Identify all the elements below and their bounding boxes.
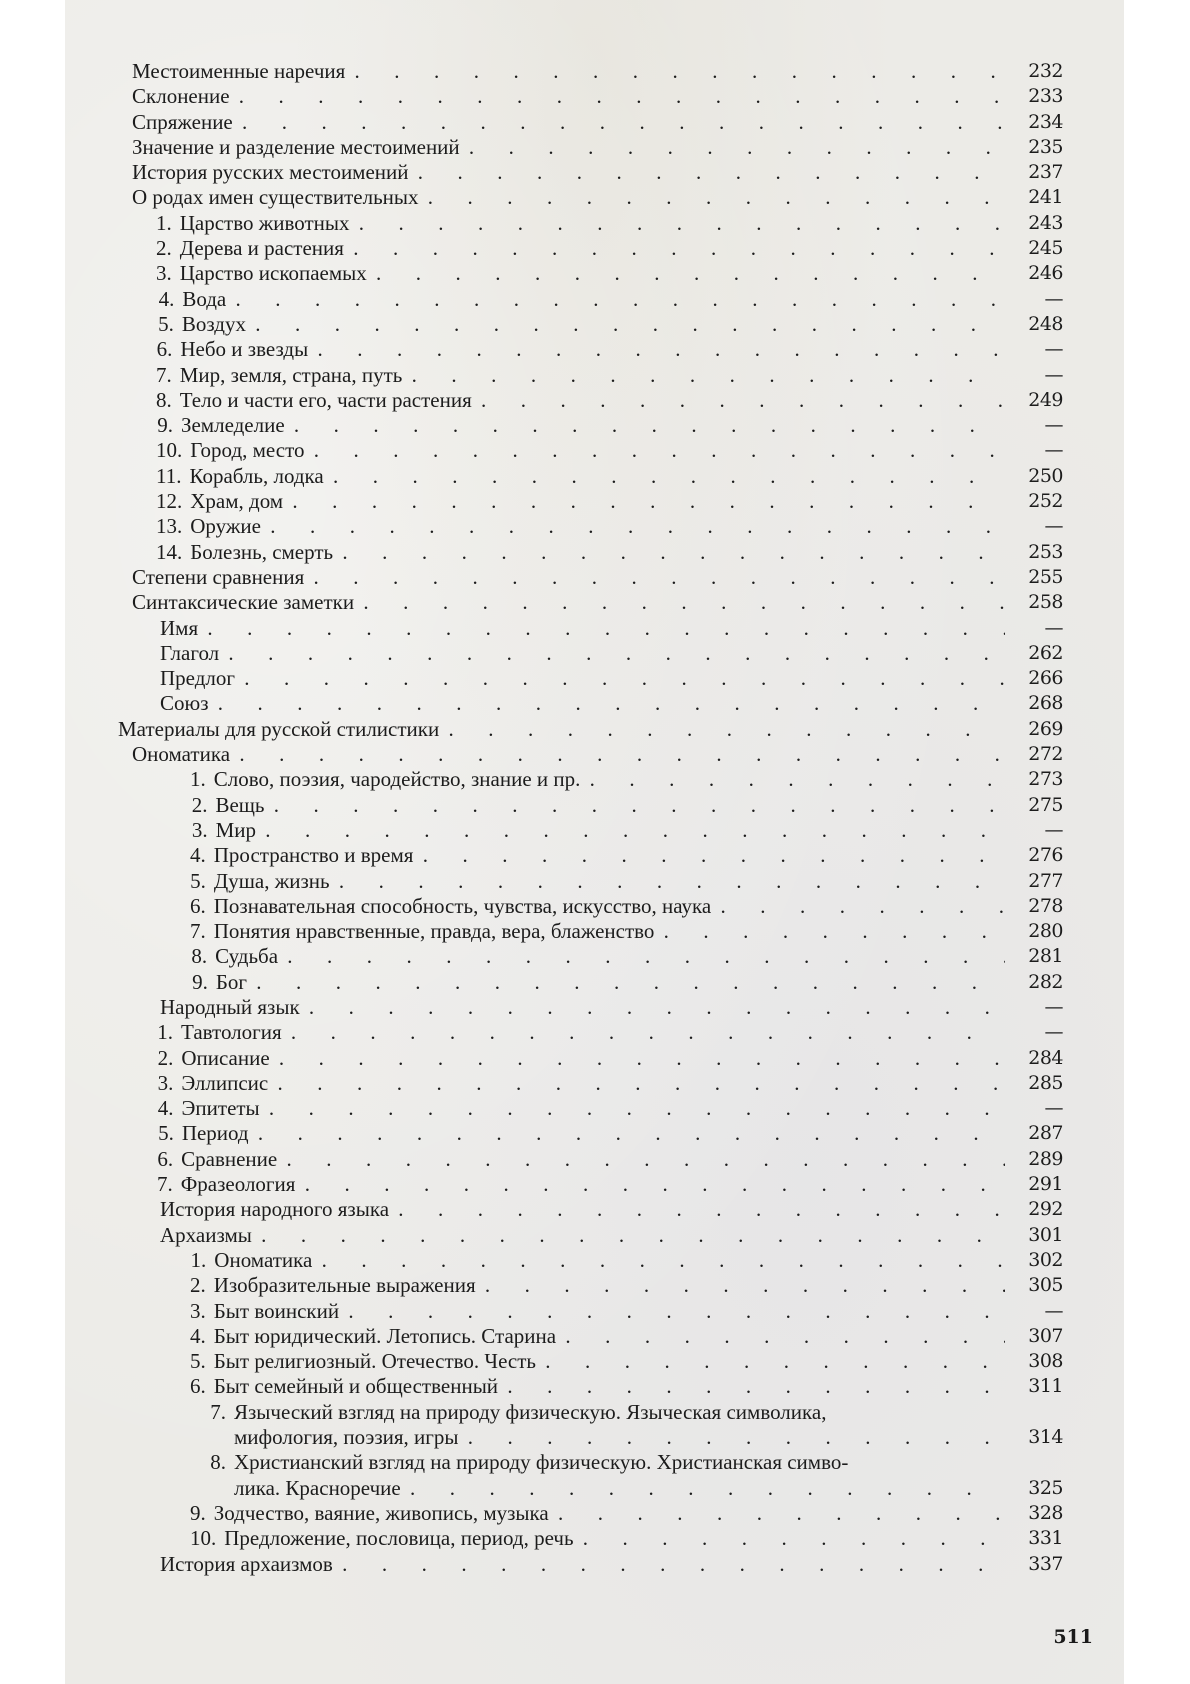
toc-entry-page: 331 xyxy=(1028,1527,1063,1550)
toc-entry-title: Спряжение xyxy=(132,109,233,134)
toc-entry-number: 3. xyxy=(157,1070,174,1095)
toc-entry-page: 291 xyxy=(1028,1173,1063,1196)
toc-entry-number: 4. xyxy=(190,843,206,868)
dot-leader xyxy=(401,1476,1005,1501)
toc-entry xyxy=(118,464,1093,489)
dot-leader xyxy=(339,1299,1005,1324)
toc-entry xyxy=(118,1046,1093,1071)
toc-entry xyxy=(118,1299,1093,1324)
toc-entry-title: Предложение, пословица, период, речь xyxy=(224,1526,574,1551)
toc-entry-page: 235 xyxy=(1028,135,1063,158)
toc-entry-page: 269 xyxy=(1028,717,1063,740)
toc-entry xyxy=(118,1197,1093,1222)
toc-entry-number: 4. xyxy=(158,286,175,311)
toc-entry-title: Значение и разделение местоимений xyxy=(132,134,460,159)
toc-entry-title: Изобразительные выражения xyxy=(213,1273,476,1298)
dot-leader xyxy=(295,1172,1005,1197)
toc-entry-title: Храм, дом xyxy=(190,489,284,514)
toc-entry-title: мифология, поэзия, игры xyxy=(234,1425,459,1450)
toc-entry-title: Быт семейный и общественный xyxy=(213,1374,499,1399)
toc-entry-title: Степени сравнения xyxy=(132,564,305,589)
toc-entry-number: 7. xyxy=(210,1399,226,1424)
dot-leader xyxy=(409,160,1005,185)
toc-entry-page: 275 xyxy=(1028,793,1063,816)
toc-entry xyxy=(118,590,1093,615)
toc-entry xyxy=(118,363,1093,388)
dot-leader xyxy=(304,438,1005,463)
toc-entry-page: 308 xyxy=(1028,1350,1063,1373)
toc-entry-title: Бог xyxy=(215,969,248,994)
toc-entry-title: Пространство и время xyxy=(213,843,414,868)
toc-entry-page: 337 xyxy=(1028,1552,1063,1575)
toc-entry-page: 292 xyxy=(1028,1198,1063,1221)
toc-entry-number: 3. xyxy=(191,817,208,842)
toc-entry xyxy=(118,1450,1093,1501)
toc-entry-title: Предлог xyxy=(160,666,235,691)
toc-entry-page: 262 xyxy=(1028,641,1063,664)
page-number-folio: 511 xyxy=(1053,1626,1093,1648)
toc-entry-number: 5. xyxy=(190,868,206,893)
toc-entry xyxy=(118,666,1093,691)
toc-entry-number: 7. xyxy=(156,1172,173,1197)
toc-entry-title: Синтаксические заметки xyxy=(132,590,355,615)
toc-entry-first-line xyxy=(190,1450,1093,1475)
dot-leader xyxy=(476,1273,1005,1298)
dot-leader xyxy=(268,1071,1005,1096)
dot-leader xyxy=(277,1147,1005,1172)
toc-entry xyxy=(118,767,1093,792)
toc-entry-page: 248 xyxy=(1028,312,1063,335)
toc-entry xyxy=(118,211,1093,236)
toc-entry xyxy=(118,1501,1093,1526)
toc-entry xyxy=(118,59,1093,84)
toc-entry-page: 258 xyxy=(1028,591,1063,614)
toc-entry-number: 4. xyxy=(157,1096,174,1121)
toc-entry-number: 2. xyxy=(156,236,172,261)
toc-entry xyxy=(118,84,1093,109)
dot-leader xyxy=(460,135,1005,160)
toc-entry xyxy=(118,565,1093,590)
toc-entry xyxy=(118,388,1093,413)
toc-entry xyxy=(118,135,1093,160)
toc-entry-title: Период xyxy=(181,1121,249,1146)
toc-entry-page: 281 xyxy=(1028,945,1063,968)
toc-entry-title: Народный язык xyxy=(160,994,300,1019)
toc-entry-page: 253 xyxy=(1028,540,1063,563)
dot-leader xyxy=(472,388,1005,413)
dot-leader xyxy=(230,742,1005,767)
toc-entry-page: — xyxy=(1044,338,1063,361)
toc-entry xyxy=(118,1096,1093,1121)
toc-entry xyxy=(118,236,1093,261)
toc-entry xyxy=(118,540,1093,565)
toc-entry xyxy=(118,261,1093,286)
toc-entry xyxy=(118,160,1093,185)
toc-entry-page: 282 xyxy=(1028,970,1063,993)
toc-entry-title: Мир xyxy=(215,817,257,842)
toc-entry-first-line xyxy=(190,1400,1093,1425)
toc-entry-title: Ономатика xyxy=(132,742,231,767)
toc-entry-title: Тавтология xyxy=(181,1020,282,1045)
toc-entry-title: Оружие xyxy=(190,514,261,539)
toc-entry-page: 278 xyxy=(1028,894,1063,917)
toc-entry-page: — xyxy=(1044,414,1063,437)
toc-entry-number: 11. xyxy=(156,463,182,488)
toc-entry xyxy=(118,1273,1093,1298)
toc-entry-title: Ономатика xyxy=(214,1247,313,1272)
toc-entry xyxy=(118,691,1093,716)
toc-entry-page: 272 xyxy=(1028,743,1063,766)
toc-entry xyxy=(118,312,1093,337)
dot-leader xyxy=(439,717,1005,742)
toc-entry-title: Союз xyxy=(160,691,209,716)
toc-entry-title: История русских местоимений xyxy=(132,160,409,185)
toc-entry-number: 10. xyxy=(190,1526,217,1551)
toc-entry-number: 9. xyxy=(190,1500,206,1525)
dot-leader xyxy=(459,1425,1005,1450)
toc-entry-number: 8. xyxy=(191,944,208,969)
toc-entry-number: 6. xyxy=(157,1146,174,1171)
toc-entry xyxy=(118,843,1093,868)
toc-entry xyxy=(118,413,1093,438)
toc-entry-number: 9. xyxy=(157,413,173,438)
toc-entry-title: История архаизмов xyxy=(160,1551,333,1576)
toc-entry-page: 232 xyxy=(1028,60,1063,82)
toc-entry-page: 276 xyxy=(1028,844,1063,867)
toc-entry-page: 314 xyxy=(1028,1426,1063,1449)
dot-leader xyxy=(498,1374,1005,1399)
toc-entry-title: Зодчество, ваяние, живопись, музыка xyxy=(213,1500,549,1525)
toc-entry-page: 311 xyxy=(1028,1375,1063,1398)
dot-leader xyxy=(312,1248,1005,1273)
dot-leader xyxy=(261,514,1005,539)
toc-entry-page: — xyxy=(1044,1299,1063,1322)
dot-leader xyxy=(345,59,1005,84)
toc-entry xyxy=(118,1374,1093,1399)
toc-entry-title: Быт религиозный. Отечество. Честь xyxy=(213,1349,536,1374)
dot-leader xyxy=(230,84,1005,109)
toc-entry-title: Душа, жизнь xyxy=(213,868,330,893)
toc-entry-title: Быт юридический. Летопись. Старина xyxy=(213,1323,557,1348)
toc-entry-number: 5. xyxy=(158,1121,174,1146)
toc-entry-page: 307 xyxy=(1028,1324,1063,1347)
toc-entry xyxy=(118,1020,1093,1045)
toc-entry xyxy=(118,489,1093,514)
toc-entry-number: 6. xyxy=(190,1374,206,1399)
toc-entry-page: 233 xyxy=(1028,85,1063,108)
toc-entry-title: Сравнение xyxy=(181,1146,278,1171)
toc-entry-page: — xyxy=(1044,515,1063,538)
toc-entry-page: 255 xyxy=(1028,565,1063,588)
dot-leader xyxy=(574,1526,1005,1551)
toc-entry-page: — xyxy=(1044,439,1063,462)
toc-entry-number: 8. xyxy=(210,1450,226,1475)
toc-entry-title: Вещь xyxy=(215,792,265,817)
toc-entry-number: 3. xyxy=(190,1298,206,1323)
toc-entry-title: Эпитеты xyxy=(181,1096,260,1121)
toc-entry-page: 266 xyxy=(1028,667,1063,690)
toc-entry xyxy=(118,1526,1093,1551)
toc-entry xyxy=(118,1248,1093,1273)
dot-leader xyxy=(252,1223,1005,1248)
dot-leader xyxy=(249,1121,1005,1146)
toc-entry xyxy=(118,1324,1093,1349)
toc-entry-page: 246 xyxy=(1028,262,1063,285)
dot-leader xyxy=(580,767,1005,792)
toc-entry-page: 241 xyxy=(1028,186,1063,209)
toc-entry xyxy=(118,287,1093,312)
toc-entry-title-line1: Языческий взгляд на природу физическую. Языческая символика, xyxy=(234,1399,827,1424)
dot-leader xyxy=(300,995,1005,1020)
toc-entry xyxy=(118,894,1093,919)
dot-leader xyxy=(265,793,1005,818)
toc-entry-number: 1. xyxy=(156,210,172,235)
toc-entry xyxy=(118,869,1093,894)
toc-entry xyxy=(118,818,1093,843)
toc-entry-page: 243 xyxy=(1028,211,1063,234)
toc-entry xyxy=(118,970,1093,995)
dot-leader xyxy=(536,1349,1005,1374)
toc-entry xyxy=(118,742,1093,767)
toc-entry-title: Воздух xyxy=(181,311,246,336)
toc-entry xyxy=(118,337,1093,362)
toc-entry-page: 277 xyxy=(1028,869,1063,892)
dot-leader xyxy=(354,590,1005,615)
table-of-contents xyxy=(118,59,1093,1577)
toc-entry-page: 285 xyxy=(1028,1071,1063,1094)
toc-entry-title-line1: Христианский взгляд на природу физическую. Христианская симво- xyxy=(234,1450,849,1475)
toc-entry xyxy=(118,1121,1093,1146)
toc-entry-page: 302 xyxy=(1028,1248,1063,1271)
toc-entry-page: — xyxy=(1044,616,1063,639)
toc-entry-title: Город, место xyxy=(190,438,305,463)
dot-leader xyxy=(283,489,1005,514)
toc-entry-page: 268 xyxy=(1028,692,1063,715)
toc-entry-title: Корабль, лодка xyxy=(189,463,324,488)
toc-entry-page: — xyxy=(1044,818,1063,841)
toc-entry xyxy=(118,1223,1093,1248)
toc-entry-page: — xyxy=(1044,363,1063,386)
dot-leader xyxy=(389,1197,1005,1222)
toc-entry-title: Архаизмы xyxy=(160,1222,252,1247)
dot-leader xyxy=(282,1020,1005,1045)
toc-entry-page: 249 xyxy=(1028,388,1063,411)
dot-leader xyxy=(549,1501,1005,1526)
toc-entry xyxy=(118,1552,1093,1577)
toc-entry-number: 10. xyxy=(156,438,183,463)
toc-entry-page: 305 xyxy=(1028,1274,1063,1297)
dot-leader xyxy=(247,970,1005,995)
toc-entry-page: 289 xyxy=(1028,1147,1063,1170)
toc-entry xyxy=(118,717,1093,742)
toc-entry-title: Описание xyxy=(181,1045,270,1070)
toc-entry xyxy=(118,514,1093,539)
toc-entry-number: 3. xyxy=(156,261,172,286)
toc-entry xyxy=(118,641,1093,666)
toc-entry xyxy=(118,995,1093,1020)
toc-entry-title: лика. Красноречие xyxy=(234,1475,401,1500)
dot-leader xyxy=(278,944,1005,969)
toc-entry-number: 4. xyxy=(190,1323,206,1348)
toc-entry xyxy=(118,1147,1093,1172)
toc-entry xyxy=(118,616,1093,641)
toc-entry-title: Имя xyxy=(160,615,199,640)
toc-entry-page: 237 xyxy=(1028,161,1063,184)
dot-leader xyxy=(402,363,1005,388)
toc-entry xyxy=(118,944,1093,969)
dot-leader xyxy=(226,287,1005,312)
toc-entry-number: 8. xyxy=(156,387,172,412)
toc-entry-number: 13. xyxy=(156,514,183,539)
dot-leader xyxy=(330,869,1005,894)
dot-leader xyxy=(350,211,1005,236)
dot-leader xyxy=(711,894,1005,919)
toc-entry-page: — xyxy=(1044,287,1063,310)
toc-entry-page: 325 xyxy=(1028,1476,1063,1499)
dot-leader xyxy=(235,666,1005,691)
toc-entry xyxy=(118,793,1093,818)
dot-leader xyxy=(308,337,1005,362)
dot-leader xyxy=(304,565,1005,590)
toc-entry-page: 273 xyxy=(1028,768,1063,791)
toc-entry-page: — xyxy=(1044,1097,1063,1120)
toc-entry-page: 328 xyxy=(1028,1501,1063,1524)
toc-entry-title: О родах имен существительных xyxy=(132,185,419,210)
toc-entry xyxy=(118,919,1093,944)
dot-leader xyxy=(198,616,1005,641)
toc-entry xyxy=(118,438,1093,463)
toc-entry-title: Понятия нравственные, правда, вера, блаженство xyxy=(213,919,655,944)
toc-entry-title: Болезнь, смерть xyxy=(190,539,334,564)
toc-entry-number: 7. xyxy=(190,919,206,944)
dot-leader xyxy=(270,1046,1005,1071)
toc-entry-page: 252 xyxy=(1028,490,1063,513)
dot-leader xyxy=(654,919,1005,944)
toc-entry-title: Тело и части его, части растения xyxy=(179,387,472,412)
toc-entry-title: Царство животных xyxy=(179,210,350,235)
toc-entry-title: Слово, поэзия, чародейство, знание и пр. xyxy=(213,767,581,792)
toc-entry-page: 284 xyxy=(1028,1046,1063,1069)
toc-entry-title: Судьба xyxy=(215,944,279,969)
dot-leader xyxy=(246,312,1005,337)
toc-entry-title: Познавательная способность, чувства, искусство, наука xyxy=(213,893,712,918)
toc-entry-title: Глагол xyxy=(160,640,220,665)
toc-entry-title: Царство ископаемых xyxy=(179,261,367,286)
toc-entry xyxy=(118,1349,1093,1374)
toc-entry xyxy=(118,185,1093,210)
toc-entry-title: Быт воинский xyxy=(213,1298,340,1323)
toc-entry-title: Дерева и растения xyxy=(179,236,344,261)
toc-entry xyxy=(118,1071,1093,1096)
toc-entry-number: 1. xyxy=(190,767,206,792)
dot-leader xyxy=(333,1552,1005,1577)
toc-entry-title: Местоименные наречия xyxy=(132,59,346,83)
toc-entry-number: 6. xyxy=(190,893,206,918)
toc-entry-page: 250 xyxy=(1028,464,1063,487)
toc-entry-title: Вода xyxy=(182,286,227,311)
dot-leader xyxy=(256,818,1005,843)
toc-entry-title: История народного языка xyxy=(160,1197,390,1222)
toc-entry-number: 1. xyxy=(157,1020,174,1045)
toc-entry-number: 12. xyxy=(156,489,183,514)
toc-entry-title: Мир, земля, страна, путь xyxy=(179,362,403,387)
dot-leader xyxy=(219,641,1005,666)
toc-entry-number: 1. xyxy=(190,1247,207,1272)
toc-entry-title: Фразеология xyxy=(180,1172,296,1197)
dot-leader xyxy=(209,691,1006,716)
toc-entry-title: Земледелие xyxy=(180,413,285,438)
toc-entry-number: 14. xyxy=(156,539,183,564)
toc-entry-number: 7. xyxy=(156,362,172,387)
toc-entry-title: Небо и звезды xyxy=(180,337,309,362)
toc-entry-page: — xyxy=(1044,1021,1063,1044)
toc-entry-page: 234 xyxy=(1028,110,1063,133)
toc-entry-number: 9. xyxy=(192,969,208,994)
toc-entry-number: 5. xyxy=(190,1349,206,1374)
toc-entry-page: 280 xyxy=(1028,920,1063,943)
dot-leader xyxy=(285,413,1005,438)
dot-leader xyxy=(324,464,1005,489)
toc-entry xyxy=(118,1172,1093,1197)
toc-entry xyxy=(118,1400,1093,1451)
dot-leader xyxy=(233,110,1005,135)
dot-leader xyxy=(367,261,1005,286)
dot-leader xyxy=(413,843,1005,868)
toc-entry-page: 287 xyxy=(1028,1122,1063,1145)
dot-leader xyxy=(556,1324,1005,1349)
dot-leader xyxy=(344,236,1005,261)
toc-entry-title: Склонение xyxy=(132,84,230,109)
toc-entry-page: — xyxy=(1044,995,1063,1018)
toc-entry-number: 2. xyxy=(191,792,208,817)
dot-leader xyxy=(333,540,1005,565)
toc-entry-title: Материалы для русской стилистики xyxy=(118,716,440,741)
dot-leader xyxy=(260,1096,1005,1121)
toc-entry-number: 6. xyxy=(156,337,173,362)
dot-leader xyxy=(419,185,1005,210)
toc-entry-page: 301 xyxy=(1028,1223,1063,1246)
toc-entry-page: 245 xyxy=(1028,237,1063,260)
toc-entry-title: Эллипсис xyxy=(181,1070,269,1095)
toc-entry-number: 2. xyxy=(157,1045,174,1070)
toc-entry xyxy=(118,110,1093,135)
toc-entry-number: 2. xyxy=(190,1273,206,1298)
toc-entry-number: 5. xyxy=(158,311,174,336)
